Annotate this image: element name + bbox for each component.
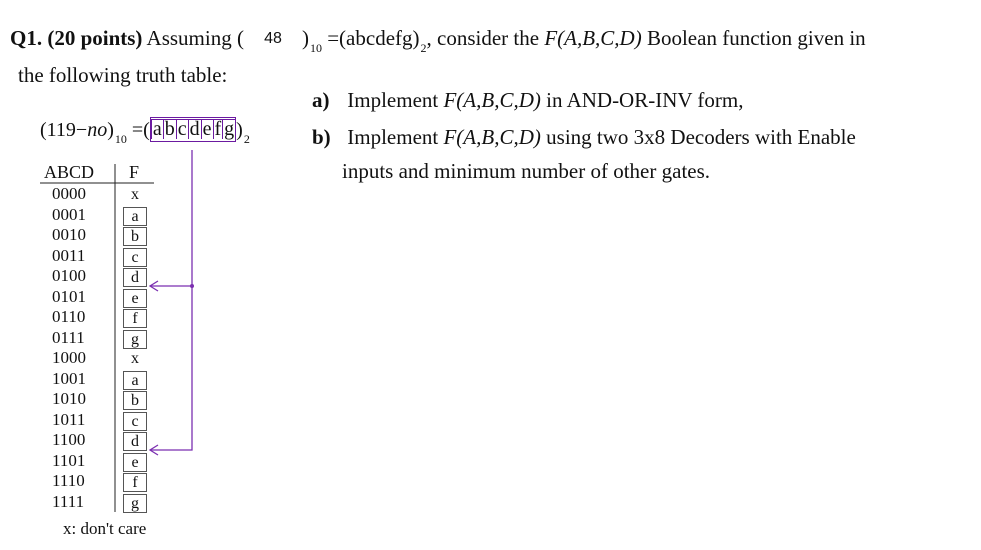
binary-equation: =(abcdefg)	[327, 26, 420, 50]
formula-letter: c	[177, 118, 187, 140]
row-abcd: 1001	[52, 368, 86, 388]
part-b-label: b)	[312, 125, 331, 149]
part-b-function: F(A,B,C,D)	[443, 125, 541, 149]
part-a-text-post: in AND-OR-INV form,	[546, 88, 744, 112]
dont-care-note: x: don't care	[63, 519, 147, 538]
row-f-value: x	[131, 350, 139, 367]
row-f-value: b	[123, 227, 147, 246]
row-abcd: 0011	[52, 245, 86, 265]
row-abcd: 0100	[52, 266, 86, 285]
row-f-value: c	[123, 412, 147, 431]
formula-letter: g	[224, 118, 235, 140]
row-abcd: 0000	[52, 184, 86, 203]
base-10-subscript: 10	[309, 41, 322, 55]
function-name: F(A,B,C,D)	[544, 26, 642, 50]
row-abcd: 1000	[52, 348, 86, 367]
row-f-value: g	[123, 330, 147, 349]
row-f-value: a	[123, 371, 147, 390]
header-abcd: ABCD	[44, 162, 95, 182]
row-f-value: f	[123, 473, 147, 492]
question-label: Q1. (20 points)	[10, 26, 143, 50]
row-f-value: g	[123, 494, 147, 513]
open-paren: (	[236, 26, 244, 50]
row-abcd: 0010	[52, 225, 86, 244]
row-abcd: 0111	[52, 327, 85, 347]
base-2-subscript: 2	[420, 41, 427, 55]
row-f-value: x	[131, 186, 139, 203]
formula-letter: a	[152, 118, 162, 140]
formula: $(119-no)_{10}$ =( a b c d e f g )$_2$	[40, 118, 250, 146]
row-abcd: 1010	[52, 389, 86, 408]
formula-letter: d	[189, 118, 200, 140]
row-f-value: f	[123, 309, 147, 328]
row-f-value: d	[123, 268, 147, 287]
row-f-value: e	[123, 289, 147, 308]
row-abcd: 0110	[52, 307, 86, 326]
row-f-value: b	[123, 391, 147, 410]
formula-base10: 10	[114, 132, 127, 146]
question-tail: Boolean function given in	[646, 26, 866, 50]
part-a-label: a)	[312, 88, 330, 112]
consider-text: , consider the	[426, 26, 540, 50]
part-a-function: F(A,B,C,D)	[443, 88, 541, 112]
row-abcd: 1011	[52, 409, 86, 429]
part-b-text: Implement	[347, 125, 439, 149]
assuming-word: Assuming	[146, 26, 232, 50]
header-f: F	[129, 162, 140, 182]
row-f-value: e	[123, 453, 147, 472]
row-abcd: 1100	[52, 430, 86, 449]
formula-prefix: (119−	[40, 119, 88, 141]
formula-close: )	[107, 119, 114, 141]
row-f-value: d	[123, 432, 147, 451]
row-abcd: 0101	[52, 286, 86, 306]
row-abcd: 0001	[52, 204, 86, 224]
close-paren: )	[301, 26, 309, 50]
formula-letter: e	[202, 118, 212, 140]
row-f-value: a	[123, 207, 147, 226]
formula-no: no	[87, 119, 108, 141]
row-abcd: 1101	[52, 450, 86, 470]
question-line-2: the following truth table:	[18, 63, 228, 87]
formula-equals: =	[131, 119, 144, 141]
formula-letter: f	[214, 118, 222, 140]
row-abcd: 1111	[52, 491, 85, 511]
arrow-path-lower	[150, 150, 192, 450]
row-f-value: c	[123, 248, 147, 267]
formula-letter: b	[164, 118, 175, 140]
part-b-text-post: using two 3x8 Decoders with Enable	[546, 125, 856, 149]
row-abcd: 1110	[52, 471, 85, 490]
formula-base2: 2	[243, 132, 250, 146]
part-b-continued: inputs and minimum number of other gates.	[342, 159, 711, 183]
junction-dot	[190, 284, 194, 288]
student-number: 48	[264, 30, 282, 47]
part-a-text: Implement	[347, 88, 439, 112]
